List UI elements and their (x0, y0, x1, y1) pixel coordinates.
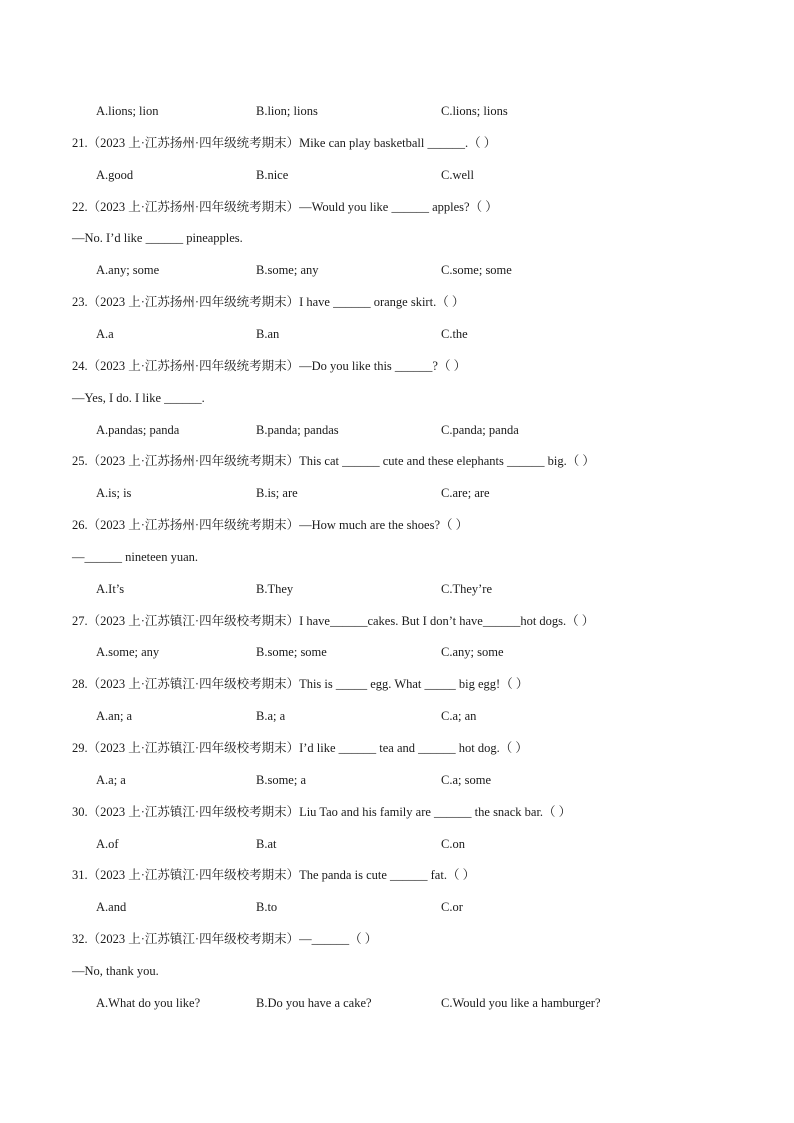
question-text: 26.（2023 上·江苏扬州·四年级统考期末）—How much are the shoes?（ ） (72, 518, 469, 532)
dialogue-continuation: —No, thank you. (72, 964, 159, 978)
option-c: C.are; are (441, 486, 490, 500)
answer-options-row (0, 836, 794, 852)
option-a: A.and (96, 900, 127, 914)
dialogue-continuation: —Yes, I do. I like ______. (72, 391, 205, 405)
option-b: B.an (256, 327, 280, 341)
option-a: A.of (96, 837, 119, 851)
option-b: B.some; any (256, 263, 319, 277)
option-c: C.on (441, 837, 465, 851)
question-text: 30.（2023 上·江苏镇江·四年级校考期末）Liu Tao and his family are ______ the snack bar.（ ） (72, 805, 572, 819)
option-b: B.lion; lions (256, 104, 318, 118)
answer-options-row (0, 485, 794, 501)
question-text: 24.（2023 上·江苏扬州·四年级统考期末）—Do you like this ______?（ ） (72, 359, 467, 373)
question-text: 28.（2023 上·江苏镇江·四年级校考期末）This is _____ egg. What _____ big egg!（ ） (72, 677, 529, 691)
dialogue-continuation: —No. I’d like ______ pineapples. (72, 231, 243, 245)
option-a: A.a (96, 327, 114, 341)
answer-options-row (0, 326, 794, 342)
answer-options-row (0, 167, 794, 183)
answer-options-row (0, 899, 794, 915)
option-c: C.Would you like a hamburger? (441, 996, 601, 1010)
option-c: C.panda; panda (441, 423, 519, 437)
answer-options-row (0, 422, 794, 438)
option-b: B.a; a (256, 709, 286, 723)
option-a: A.good (96, 168, 134, 182)
option-a: A.an; a (96, 709, 133, 723)
option-b: B.to (256, 900, 278, 914)
question-text: 32.（2023 上·江苏镇江·四年级校考期末）—______（ ） (72, 932, 378, 946)
question-text: 25.（2023 上·江苏扬州·四年级统考期末）This cat ______ cute and these elephants ______ big.（ ） (72, 454, 595, 468)
question-text: 31.（2023 上·江苏镇江·四年级校考期末）The panda is cute ______ fat.（ ） (72, 868, 476, 882)
option-a: A.any; some (96, 263, 160, 277)
option-a: A.is; is (96, 486, 132, 500)
question-text: 23.（2023 上·江苏扬州·四年级统考期末）I have ______ orange skirt.（ ） (72, 295, 465, 309)
answer-options-row (0, 995, 794, 1011)
option-c: C.a; some (441, 773, 491, 787)
option-c: C.some; some (441, 263, 512, 277)
question-text: 22.（2023 上·江苏扬州·四年级统考期末）—Would you like ______ apples?（ ） (72, 200, 498, 214)
option-c: C.or (441, 900, 463, 914)
option-a: A.What do you like? (96, 996, 201, 1010)
option-a: A.a; a (96, 773, 126, 787)
option-c: C.the (441, 327, 468, 341)
question-text: 27.（2023 上·江苏镇江·四年级校考期末）I have______cakes. But I don’t have______hot dogs.（ ） (72, 614, 595, 628)
option-b: B.some; a (256, 773, 306, 787)
option-c: C.well (441, 168, 474, 182)
option-b: B.some; some (256, 645, 327, 659)
answer-options-row (0, 772, 794, 788)
option-b: B.nice (256, 168, 289, 182)
option-c: C.a; an (441, 709, 477, 723)
dialogue-continuation: —______ nineteen yuan. (72, 550, 199, 564)
answer-options-row (0, 103, 794, 119)
option-b: B.panda; pandas (256, 423, 339, 437)
option-b: B.Do you have a cake? (256, 996, 372, 1010)
answer-options-row (0, 262, 794, 278)
option-c: C.any; some (441, 645, 504, 659)
option-b: B.is; are (256, 486, 298, 500)
option-c: C.lions; lions (441, 104, 508, 118)
question-text: 21.（2023 上·江苏扬州·四年级统考期末）Mike can play basketball ______.（ ） (72, 136, 497, 150)
question-text: 29.（2023 上·江苏镇江·四年级校考期末）I’d like ______ tea and ______ hot dog.（ ） (72, 741, 528, 755)
option-a: A.some; any (96, 645, 160, 659)
option-c: C.They’re (441, 582, 493, 596)
answer-options-row (0, 708, 794, 724)
option-b: B.They (256, 582, 294, 596)
option-b: B.at (256, 837, 277, 851)
option-a: A.It’s (96, 582, 125, 596)
answer-options-row (0, 644, 794, 660)
option-a: A.pandas; panda (96, 423, 180, 437)
answer-options-row (0, 581, 794, 597)
option-a: A.lions; lion (96, 104, 159, 118)
